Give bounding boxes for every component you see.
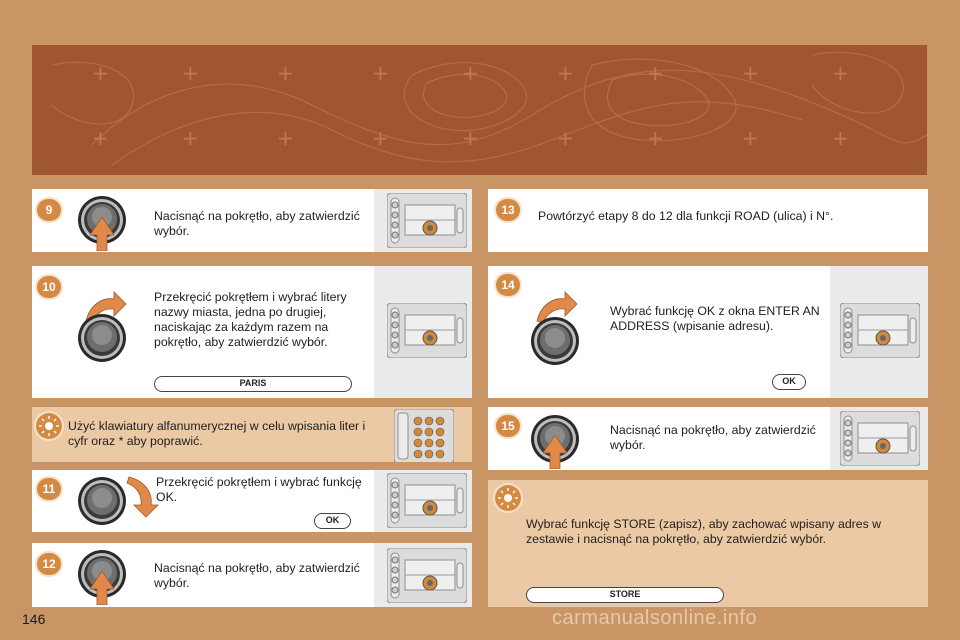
radio-panel-icon: [387, 303, 467, 358]
svg-text:+: +: [557, 126, 574, 150]
tip-text: Wybrać funkcję STORE (zapisz), aby zachować wpisany adres w zestawie i nacisnąć na pokrętło, aby zatwierdzić wybór.: [526, 517, 882, 546]
svg-text:+: +: [462, 61, 479, 85]
tip-text: Użyć klawiatury alfanumerycznej w celu wpisania liter i cyfr oraz * aby poprawić.: [68, 419, 366, 448]
svg-text:+: +: [92, 126, 109, 150]
step-text: Nacisnąć na pokrętło, aby zatwierdzić wybór.: [154, 209, 360, 238]
lightbulb-icon: [36, 413, 62, 439]
header-banner: [32, 45, 927, 175]
step-text: Nacisnąć na pokrętło, aby zatwierdzić wybór.: [610, 423, 816, 452]
page-number: 146: [22, 611, 46, 627]
svg-text:+: +: [277, 61, 294, 85]
svg-text:+: +: [92, 61, 109, 85]
radio-panel-icon: [387, 473, 467, 528]
svg-text:+: +: [742, 126, 759, 150]
lightbulb-icon: [495, 485, 521, 511]
tip-card-keyboard: [32, 407, 472, 462]
radio-panel-icon: [387, 548, 467, 603]
screen-function-pill: OK: [772, 374, 806, 390]
step-card-9: [32, 189, 472, 252]
svg-text:+: +: [277, 126, 294, 150]
keypad-icon: [394, 409, 454, 462]
topographic-map-pattern: [32, 45, 927, 175]
rotary-knob-icon: [77, 476, 127, 526]
svg-text:+: +: [182, 61, 199, 85]
step-text: Powtórzyć etapy 8 do 12 dla funkcji ROAD (ulica) i N°.: [538, 209, 834, 223]
step-number-badge: 15: [496, 415, 520, 437]
radio-panel-icon: [840, 303, 920, 358]
radio-panel-icon: [840, 411, 920, 466]
rotary-knob-icon: [530, 316, 580, 366]
svg-text:+: +: [647, 61, 664, 85]
step-card-10: [32, 266, 472, 398]
rotary-knob-icon: [77, 313, 127, 363]
step-number-badge: 12: [37, 553, 61, 575]
step-number-badge: 10: [37, 276, 61, 298]
step-card-15: [488, 407, 928, 470]
step-card-14: [488, 266, 928, 398]
step-text: Nacisnąć na pokrętło, aby zatwierdzić wybór.: [154, 561, 360, 590]
radio-panel-icon: [387, 193, 467, 248]
step-number-badge: 13: [496, 199, 520, 221]
press-arrow-icon: [543, 435, 567, 469]
step-card-13: [488, 189, 928, 252]
step-text: Przekręcić pokrętłem i wybrać funkcję OK.: [156, 475, 362, 504]
svg-text:+: +: [372, 61, 389, 85]
press-arrow-icon: [90, 217, 114, 251]
step-number-badge: 9: [37, 199, 61, 221]
svg-text:+: +: [647, 126, 664, 150]
svg-text:+: +: [832, 61, 849, 85]
tip-card-store: [488, 480, 928, 607]
svg-text:+: +: [372, 126, 389, 150]
svg-text:+: +: [182, 126, 199, 150]
svg-text:+: +: [557, 61, 574, 85]
step-card-12: [32, 543, 472, 607]
screen-function-pill: OK: [314, 513, 351, 529]
step-card-11: [32, 470, 472, 532]
screen-function-pill: PARIS: [154, 376, 352, 392]
step-number-badge: 11: [37, 478, 61, 500]
screen-function-pill: STORE: [526, 587, 724, 603]
press-arrow-icon: [90, 571, 114, 605]
step-text: Przekręcić pokrętłem i wybrać litery nazwy miasta, jedna po drugiej, naciskając za każdym razem na pokrętło, aby zatwierdzić wybór.: [154, 290, 347, 349]
svg-text:+: +: [742, 61, 759, 85]
svg-text:+: +: [462, 126, 479, 150]
step-number-badge: 14: [496, 274, 520, 296]
watermark: carmanualsonline.info: [552, 607, 758, 629]
svg-text:+: +: [832, 126, 849, 150]
rotate-arrow-icon: [125, 475, 159, 519]
step-text: Wybrać funkcję OK z okna ENTER AN ADDRESS (wpisanie adresu).: [610, 304, 820, 333]
